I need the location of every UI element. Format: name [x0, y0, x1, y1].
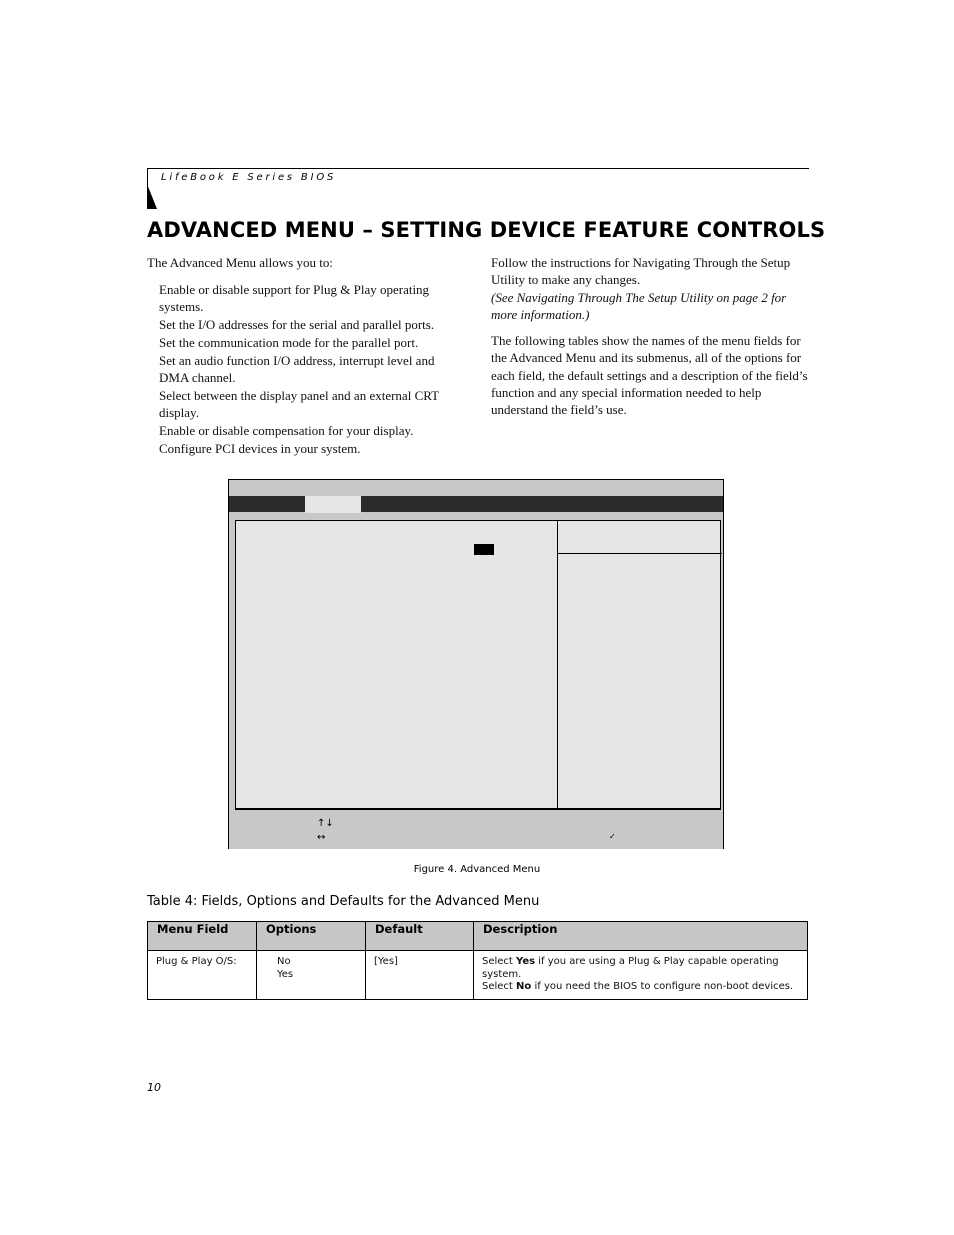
- desc-text: Select: [482, 956, 517, 967]
- option-value: No: [277, 956, 291, 967]
- bios-screenshot: [228, 479, 724, 849]
- list-item: Select between the display panel and an external CRT display.: [159, 388, 439, 420]
- desc-text: if you need the BIOS to configure non-boot devices.: [531, 981, 794, 992]
- menu-field-cell: Plug & Play O/S:: [148, 951, 257, 1000]
- intro-text: The Advanced Menu allows you to:: [147, 255, 333, 270]
- bios-menu-bar: [229, 496, 723, 512]
- bios-title-bar: [229, 480, 723, 496]
- desc-keyword: No: [516, 981, 532, 992]
- tables-description: The following tables show the names of the menu fields for the Advanced Menu and its submenus, all of the options for each field, the default settings and a description of the field’s function and any special information needed to help understand the field’s use.: [491, 333, 808, 418]
- figure-caption: Figure 4. Advanced Menu: [413, 864, 541, 875]
- bios-panel-divider: [557, 521, 558, 808]
- list-item: Set the I/O addresses for the serial and parallel ports.: [159, 317, 435, 332]
- header-rule: [147, 168, 809, 169]
- list-item: Enable or disable compensation for your display.: [159, 423, 414, 438]
- running-title: LifeBook E Series BIOS: [161, 172, 337, 183]
- page-title: ADVANCED MENU – SETTING DEVICE FEATURE CONTROLS: [147, 218, 826, 242]
- right-column: [491, 254, 809, 428]
- running-header: [147, 168, 809, 210]
- list-item: Configure PCI devices in your system.: [159, 441, 361, 456]
- leftright-arrows-icon: ↔: [317, 832, 326, 843]
- instructions-paragraph: [491, 254, 809, 323]
- feature-list: [147, 281, 467, 457]
- column-header: Menu Field: [148, 922, 257, 951]
- list-item: Set an audio function I/O address, interrupt level and DMA channel.: [159, 353, 435, 385]
- column-header: Description: [474, 922, 808, 951]
- table-header-row: [148, 922, 808, 951]
- cross-reference-note: (See Navigating Through The Setup Utility on page 2 for more information.): [491, 289, 787, 322]
- header-triangle-mark: [147, 184, 157, 209]
- column-header: Options: [257, 922, 366, 951]
- desc-keyword: Yes: [516, 956, 536, 967]
- description-cell: [474, 951, 808, 1000]
- fields-table: [147, 921, 808, 1000]
- default-cell: [Yes]: [366, 951, 474, 1000]
- option-value: Yes: [277, 968, 294, 980]
- bios-help-header-rule: [558, 553, 722, 554]
- table-row: [148, 951, 808, 1000]
- bios-tab-advanced: [305, 496, 361, 513]
- bios-footer: [229, 816, 723, 849]
- desc-text: if you are using a Plug & Play capable operating system.: [482, 956, 779, 980]
- options-cell: [257, 951, 366, 1000]
- list-item: Set the communication mode for the parallel port.: [159, 335, 419, 350]
- table-title: Table 4: Fields, Options and Defaults for the Advanced Menu: [147, 894, 540, 909]
- bios-settings-panel: [235, 520, 721, 810]
- instructions-text: Follow the instructions for Navigating Through the Setup Utility to make any changes.: [491, 255, 791, 288]
- check-mark-icon: ✓: [609, 832, 616, 841]
- column-header: Default: [366, 922, 474, 951]
- bios-selection-cursor: [474, 544, 494, 555]
- list-item: Enable or disable support for Plug & Play operating systems.: [159, 282, 430, 314]
- left-column: [147, 254, 467, 458]
- desc-text: Select: [482, 981, 517, 992]
- updown-arrows-icon: ↑↓: [317, 818, 334, 829]
- page-number: 10: [147, 1081, 161, 1094]
